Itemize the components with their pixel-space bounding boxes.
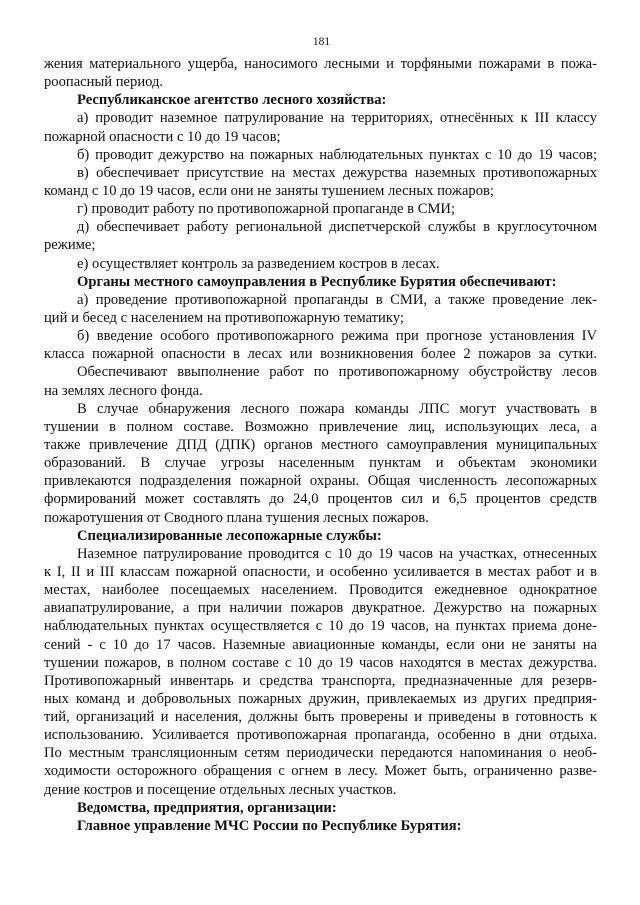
text-line: роопасный период. xyxy=(44,74,164,91)
text-line: привлекаются подразделения пожарной охраны. Общая численность лесопожарных xyxy=(44,473,597,490)
text-line: ций и бесед с населением на противопожарную тематику; xyxy=(44,309,404,326)
text-line: использованию. Усиливается противопожарная пропаганда, особенно в дни отдыха. xyxy=(44,727,597,744)
section-heading-line: Органы местного самоуправления в Республике Бурятия обеспечивают: xyxy=(77,273,557,290)
text-line: г) проводит работу по противопожарной пропаганде в СМИ; xyxy=(77,201,456,218)
text-line: тушении в полном составе. Возможно привлечение лиц, использующих леса, а xyxy=(44,418,597,435)
text-line: пожарной опасности с 10 до 19 часов; xyxy=(44,128,281,145)
document-page xyxy=(44,35,597,835)
text-line: также привлечение ДПД (ДПК) органов местного самоуправления муниципальных xyxy=(44,436,597,453)
text-line: ходимости осторожного обращения с огнем в лесу. Может быть, ограниченно разве- xyxy=(44,763,597,780)
text-line: б) введение особого противопожарного режима при прогнозе установления IV xyxy=(77,328,597,345)
section-heading-line: Главное управление МЧС России по Республике Бурятия: xyxy=(77,817,462,834)
text-line: б) проводит дежурство на пожарных наблюдательных пунктах с 10 до 19 часов; xyxy=(77,146,597,163)
text-line: е) осуществляет контроль за разведением костров в лесах. xyxy=(77,255,440,272)
text-line: д) обеспечивает работу региональной диспетчерской службы в круглосуточном xyxy=(77,219,597,236)
text-line: Противопожарный инвентарь и средства транспорта, предназначенные для резерв- xyxy=(44,672,597,689)
text-line: образований. В случае угрозы населенным пунктам и объектам экономики xyxy=(44,455,597,472)
text-line: пожаротушения от Сводного плана тушения лесных пожаров. xyxy=(44,509,429,526)
body-text xyxy=(44,55,597,835)
text-line: класса пожарной опасности в лесах или возникновения более 2 пожаров за сутки. xyxy=(44,346,597,363)
text-line: Наземное патрулирование проводится с 10 до 19 часов на участках, отнесенных xyxy=(77,545,597,562)
text-line: Обеспечивают ввыполнение работ по противопожарному обустройству лесов xyxy=(77,364,597,381)
section-heading-line: Республиканское агентство лесного хозяйства: xyxy=(77,92,387,109)
text-line: в) обеспечивает присутствие на местах дежурства наземных противопожарных xyxy=(77,164,597,181)
text-line: тий, организаций и населения, должны быть проверены и приведены в готовность к xyxy=(44,709,597,726)
text-line: тушении пожаров, в полном составе с 10 до 19 часов находятся в местах дежурства. xyxy=(44,654,597,671)
text-line: к I, II и III классам пожарной опасности, и особенно усиливается в местах работ и в xyxy=(44,563,597,580)
text-line: режиме; xyxy=(44,237,96,254)
text-line: ных команд и добровольных пожарных дружин, привлекаемых из других предприя- xyxy=(44,690,597,707)
text-line: авиапатрулирование, а при наличии пожаров двукратное. Дежурство на пожарных xyxy=(44,600,597,617)
section-heading-line: Специализированные лесопожарные службы: xyxy=(77,527,382,544)
text-line: В случае обнаружения лесного пожара команды ЛПС могут участвовать в xyxy=(77,400,597,417)
text-line: на землях лесного фонда. xyxy=(44,382,203,399)
text-line: По местным трансляционным сетям периодически передаются напоминания о необ- xyxy=(44,745,597,762)
text-line: а) проведение противопожарной пропаганды в СМИ, а также проведение лек- xyxy=(77,291,597,308)
text-line: дение костров и посещение отдельных лесных участков. xyxy=(44,781,397,798)
page-number: 181 xyxy=(312,36,331,48)
text-line: команд с 10 до 19 часов, если они не заняты тушением лесных пожаров; xyxy=(44,182,494,199)
text-line: наблюдательных пунктах осуществляется с 10 до 19 часов, на пунктах приема доне- xyxy=(44,618,597,635)
section-heading-line: Ведомства, предприятия, организации: xyxy=(77,799,337,816)
text-line: местах, наиболее посещаемых населением. Проводится ежедневное однократное xyxy=(44,582,597,599)
text-line: жения материального ущерба, наносимого лесными и торфяными пожарами в пожа- xyxy=(44,56,597,72)
text-line: формирований может составлять до 24,0 процентов сил и 6,5 процентов средств xyxy=(44,491,597,508)
text-line: сений - с 10 до 17 часов. Наземные авиационные команды, если они не заняты на xyxy=(44,636,597,653)
text-line: а) проводит наземное патрулирование на территориях, отнесённых к III классу xyxy=(77,110,597,127)
